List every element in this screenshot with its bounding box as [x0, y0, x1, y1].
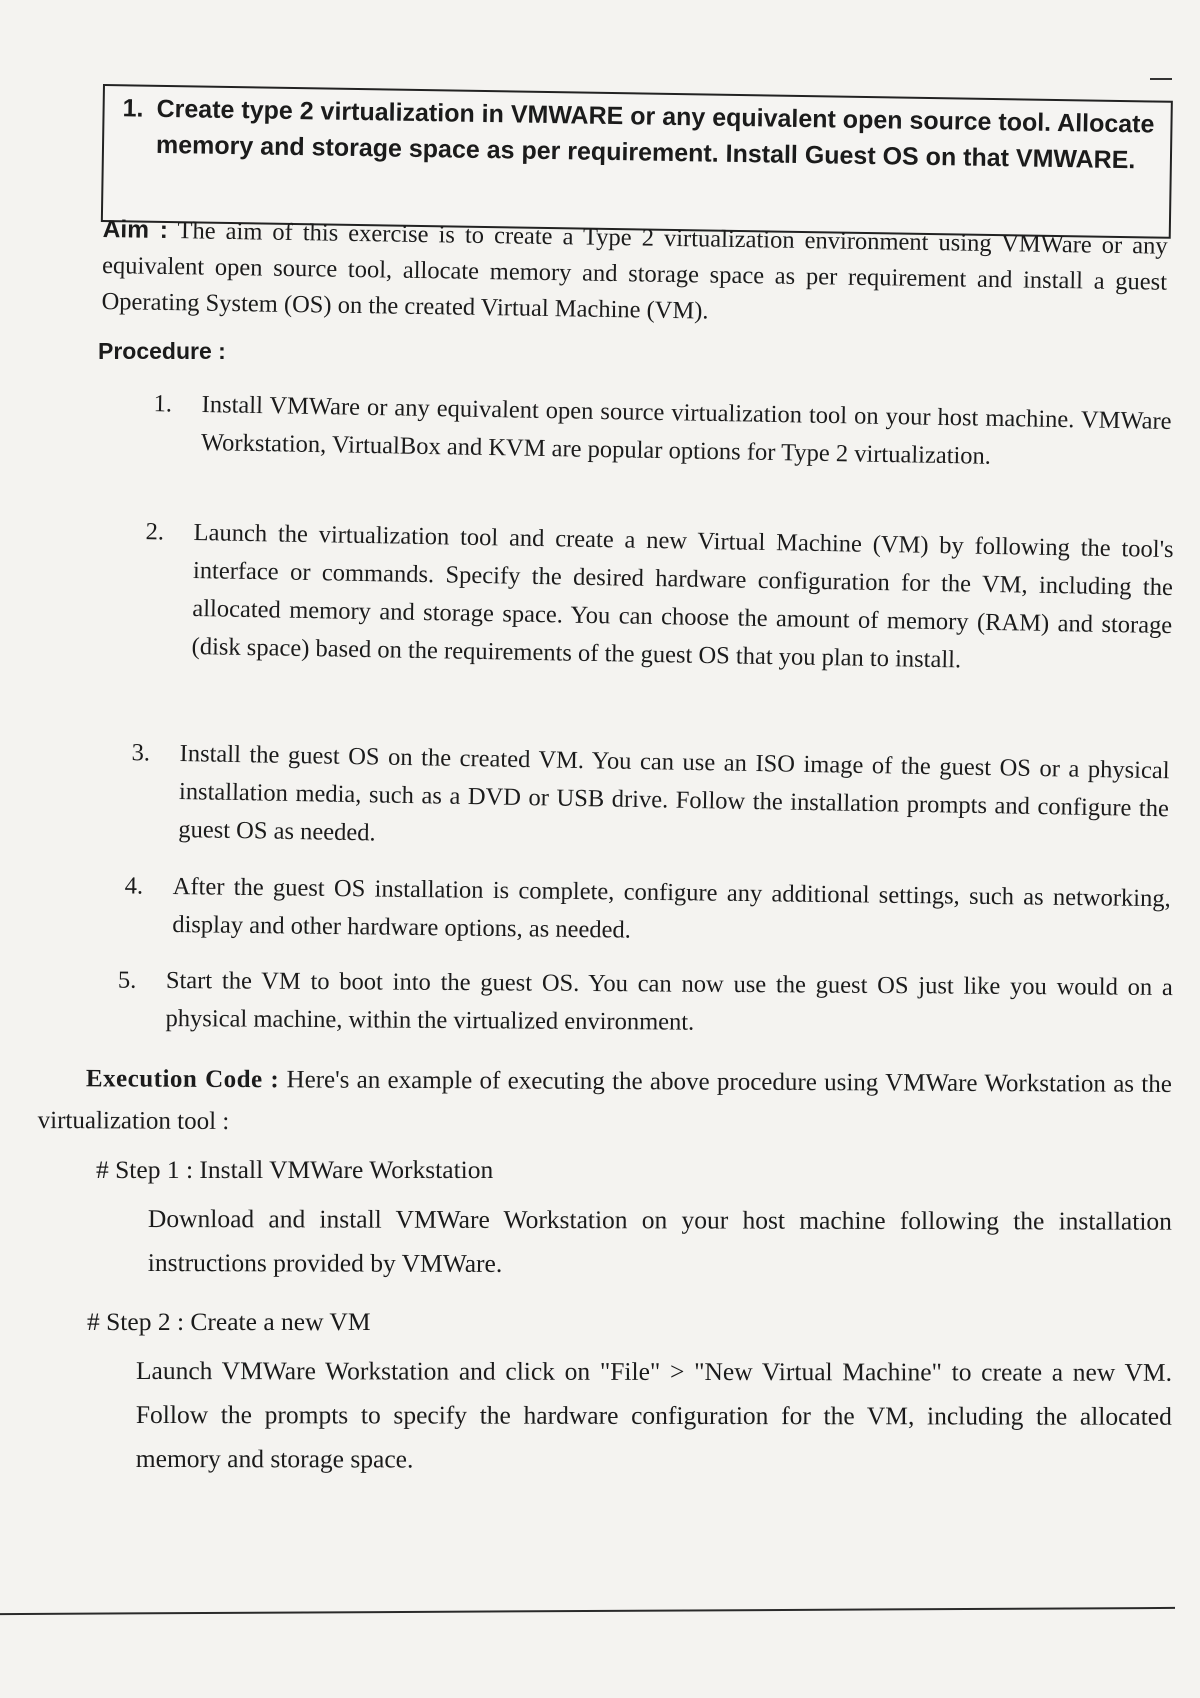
question-title: [122, 90, 1157, 178]
code-step-heading: # Step 1 : Install VMWare Workstation: [96, 1155, 494, 1184]
aim-text: The aim of this exercise is to create a Type 2 virtualization environment using VMWare or any equivalent open source tool, allocate memory and storage space as per requirement and install a guest Operating System (OS) on the created Virtual Machine (VM).: [101, 217, 1168, 325]
footer-rule: [0, 1607, 1175, 1615]
question-number: 1.: [122, 94, 144, 123]
procedure-step: [131, 735, 1170, 866]
code-step-heading: # Step 2 : Create a new VM: [87, 1307, 371, 1336]
aim-label: Aim :: [102, 215, 169, 245]
step-text: After the guest OS installation is complete, configure any additional settings, such as networking, display and other hardware options, as needed.: [172, 872, 1171, 944]
step-number: 1.: [153, 390, 173, 418]
code-step-text: Launch VMWare Workstation and click on "File" > "New Virtual Machine" to create a new VM. Follow the prompts to specify the hardware configuration for the VM, including the allocated memory and storage space.: [135, 1356, 1172, 1474]
execution-label: Execution Code :: [85, 1065, 280, 1094]
aim-paragraph: [101, 212, 1168, 337]
procedure-step: [145, 514, 1174, 683]
step-text: Launch the virtualization tool and create a new Virtual Machine (VM) by following the tool's interface or commands. Specify the desired hardware configuration for the VM, including the allocated memory and storage space. You can choose the amount of memory (RAM) and storage (disk space) based on the requirements of the guest OS that you plan to install.: [191, 518, 1174, 674]
procedure-heading: Procedure :: [98, 338, 226, 364]
execution-text: Here's an example of executing the above procedure using VMWare Workstation as the virtualization tool :: [37, 1066, 1172, 1136]
step-number: 5.: [117, 966, 137, 994]
step-number: 4.: [124, 872, 144, 900]
step-text: Start the VM to boot into the guest OS. You can now use the guest OS just like you would on a physical machine, within the virtualized environment.: [165, 966, 1173, 1036]
procedure-step: [153, 386, 1172, 479]
step-number: 2.: [145, 518, 165, 546]
procedure-step: [124, 868, 1171, 956]
step-number: 3.: [131, 739, 151, 767]
step-text: Install the guest OS on the created VM. You can use an ISO image of the guest OS or a physical installation media, such as a DVD or USB drive. Follow the installation prompts and configure the guest OS as needed.: [178, 739, 1170, 847]
code-step-text: Download and install VMWare Workstation on your host machine following the installation instructions provided by VMWare.: [147, 1204, 1172, 1278]
execution-paragraph: [38, 1058, 1172, 1148]
procedure-step: [117, 962, 1173, 1045]
step-text: Install VMWare or any equivalent open source virtualization tool on your host machine. VMWare Workstation, VirtualBox and KVM are popular options for Type 2 virtualization.: [200, 390, 1172, 470]
corner-mark: [1150, 78, 1172, 80]
question-text: Create type 2 virtualization in VMWARE or any equivalent open source tool. Allocate memory and storage space as per requirement. Install Guest OS on that VMWARE.: [155, 94, 1155, 175]
